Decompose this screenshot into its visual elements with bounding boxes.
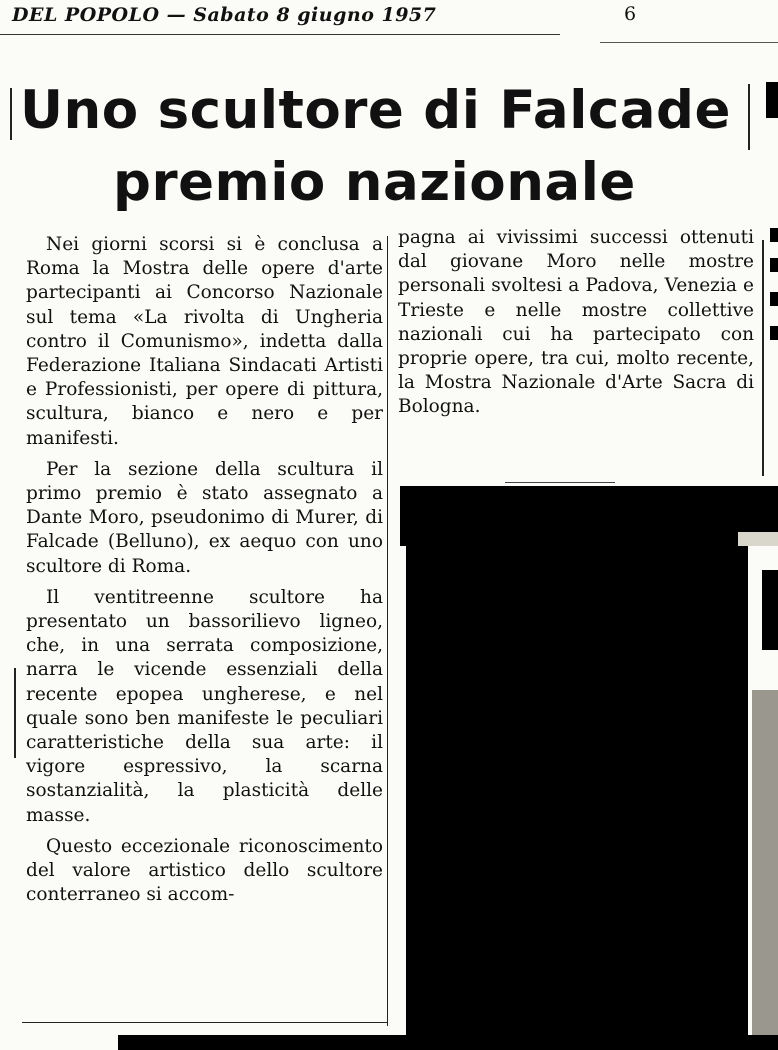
adjacent-halftone-strip bbox=[752, 690, 778, 1035]
left-margin-rule-lower bbox=[14, 668, 16, 758]
neighbor-article-fragment bbox=[770, 292, 778, 306]
adjacent-photo-area bbox=[406, 540, 736, 1035]
neighbor-article-fragment bbox=[762, 570, 778, 650]
neighbor-article-fragment bbox=[770, 326, 778, 340]
adjacent-photo-area bbox=[400, 486, 778, 546]
article-left-column bbox=[26, 233, 383, 914]
column-divider bbox=[387, 236, 388, 1026]
adjacent-clipping-edge bbox=[738, 532, 778, 546]
masthead-rule-right bbox=[600, 42, 778, 43]
masthead: DEL POPOLO — Sabato 8 giugno 1957 bbox=[12, 4, 437, 26]
paragraph: Il ventitreenne scultore ha presentato un bassorilievo ligneo, che, in una serrata composizione, narra le vicende essenziali della recente epopea ungherese, e nel quale sono ben manifeste le peculiari caratteristiche della sua arte: il vigore espressivo, la scarna sostanzialità, la plasticità delle masse. bbox=[26, 586, 383, 826]
neighbor-article-fragment bbox=[766, 82, 778, 118]
paragraph: pagna ai vivissimi successi ottenuti dal giovane Moro nelle mostre personali svoltesi a Padova, Venezia e Trieste e nelle mostre collettive nazionali cui ha partecipato con proprie opere, tra cui, molto recente, la Mostra Nazionale d'Arte Sacra di Bologna. bbox=[398, 227, 754, 418]
neighbor-article-fragment bbox=[770, 228, 778, 242]
right-column-edge-rule bbox=[762, 240, 764, 476]
headline-right-rule bbox=[748, 84, 750, 150]
masthead-rule bbox=[0, 34, 560, 35]
paragraph: Nei giorni scorsi si è conclusa a Roma la Mostra delle opere d'arte partecipanti ai Concorso Nazionale sul tema «La rivolta di Ungheria contro il Comunismo», indetta dalla Federazione Italiana Sindacati Artisti e Professionisti, per opere di pittura, scultura, bianco e nero e per manifesti. bbox=[26, 234, 383, 449]
article-end-rule bbox=[505, 482, 615, 483]
left-margin-rule bbox=[10, 88, 12, 140]
neighbor-article-fragment bbox=[770, 258, 778, 272]
bottom-black-bar bbox=[118, 1035, 778, 1050]
headline-line-1: Uno scultore di Falcade bbox=[20, 80, 731, 141]
article-right-column bbox=[398, 226, 754, 427]
paragraph: Per la sezione della scultura il primo premio è stato assegnato a Dante Moro, pseudonimo di Murer, di Falcade (Belluno), ex aequo con uno scultore di Roma. bbox=[26, 458, 383, 577]
bottom-rule bbox=[22, 1022, 388, 1023]
paragraph: Questo eccezionale riconoscimento del valore artistico dello scultore conterraneo si accom- bbox=[26, 835, 383, 906]
page-number: 6 bbox=[624, 3, 637, 25]
adjacent-photo-area bbox=[736, 546, 748, 1036]
headline-line-2: premio nazionale bbox=[113, 152, 636, 213]
